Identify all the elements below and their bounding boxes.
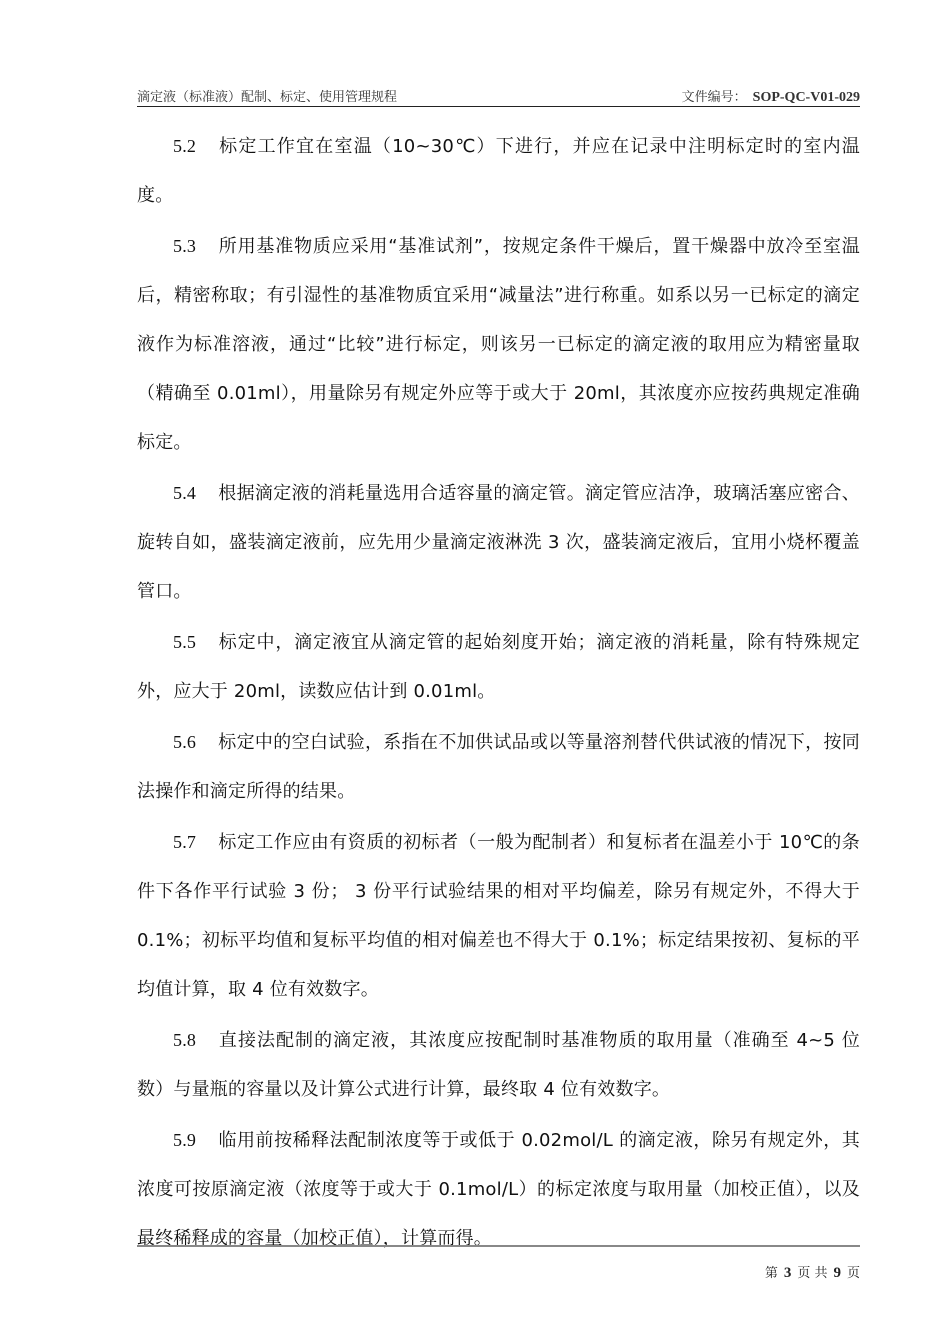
paragraph-text: 标定工作应由有资质的初标者（一般为配制者）和复标者在温差小于 10℃的条件下各作平行试验 3 份； 3 份平行试验结果的相对平均偏差，除另有规定外，不得大于 0.1%；初标平均值和复标平均值的相对偏差也不得大于 0.1%；标定结果按初、复标的平均值计算，取 4 位有效数字。 (137, 832, 860, 1000)
document-title: 滴定液（标准液）配制、标定、使用管理规程 (137, 90, 398, 105)
total-page-count: 9 (833, 1265, 841, 1281)
paragraph-5-9 (137, 1116, 860, 1263)
paragraph-5-6 (137, 718, 860, 816)
paragraph-text: 标定中的空白试验，系指在不加供试品或以等量溶剂替代供试液的情况下，按同法操作和滴定所得的结果。 (137, 732, 860, 802)
paragraph-text: 标定工作宜在室温（10~30℃）下进行，并应在记录中注明标定时的室内温度。 (137, 136, 860, 206)
paragraph-5-3 (137, 222, 860, 467)
paragraph-text: 临用前按稀释法配制浓度等于或低于 0.02mol/L 的滴定液，除另有规定外，其浓度可按原滴定液（浓度等于或大于 0.1mol/L）的标定浓度与取用量（加校正值），以及最终稀释成的容量（加校正值），计算而得。 (137, 1130, 860, 1249)
page-label-prefix: 第 (764, 1266, 778, 1281)
header-divider (137, 106, 860, 107)
paragraph-text: 直接法配制的滴定液，其浓度应按配制时基准物质的取用量（准确至 4~5 位数）与量瓶的容量以及计算公式进行计算，最终取 4 位有效数字。 (137, 1030, 860, 1100)
paragraph-text: 根据滴定液的消耗量选用合适容量的滴定管。滴定管应洁净，玻璃活塞应密合、旋转自如，盛装滴定液前，应先用少量滴定液淋洗 3 次，盛装滴定液后，宜用小烧杯覆盖管口。 (137, 483, 860, 602)
document-body (137, 122, 860, 1265)
page-label-middle: 页 共 (797, 1266, 828, 1281)
document-number-label: 文件编号： (681, 90, 747, 105)
section-number: 5.9 (173, 1130, 197, 1150)
paragraph-5-8 (137, 1016, 860, 1114)
section-number: 5.5 (173, 632, 197, 652)
document-number-block (682, 86, 860, 106)
document-number: SOP-QC-V01-029 (752, 90, 860, 105)
paragraph-text: 所用基准物质应采用“基准试剂”，按规定条件干燥后，置干燥器中放冷至室温后，精密称取；有引湿性的基准物质宜采用“减量法”进行称重。如系以另一已标定的滴定液作为标准溶液，通过“比较”进行标定，则该另一已标定的滴定液的取用应为精密量取（精确至 0.01ml），用量除另有规定外应等于或大于 20ml，其浓度亦应按药典规定准确标定。 (137, 236, 860, 453)
section-number: 5.6 (173, 732, 197, 752)
section-number: 5.7 (173, 832, 197, 852)
paragraph-5-5 (137, 618, 860, 716)
paragraph-5-2 (137, 122, 860, 220)
current-page-number: 3 (783, 1265, 792, 1281)
section-number: 5.3 (173, 236, 197, 256)
section-number: 5.2 (173, 136, 197, 156)
page-label-suffix: 页 (846, 1266, 860, 1281)
paragraph-text: 标定中，滴定液宜从滴定管的起始刻度开始；滴定液的消耗量，除有特殊规定外，应大于 20ml，读数应估计到 0.01ml。 (137, 632, 860, 702)
page-header (137, 86, 860, 104)
page-footer (765, 1262, 860, 1282)
paragraph-5-4 (137, 469, 860, 616)
paragraph-5-7 (137, 818, 860, 1014)
section-number: 5.4 (173, 483, 197, 503)
section-number: 5.8 (173, 1030, 197, 1050)
footer-divider (137, 1245, 860, 1247)
